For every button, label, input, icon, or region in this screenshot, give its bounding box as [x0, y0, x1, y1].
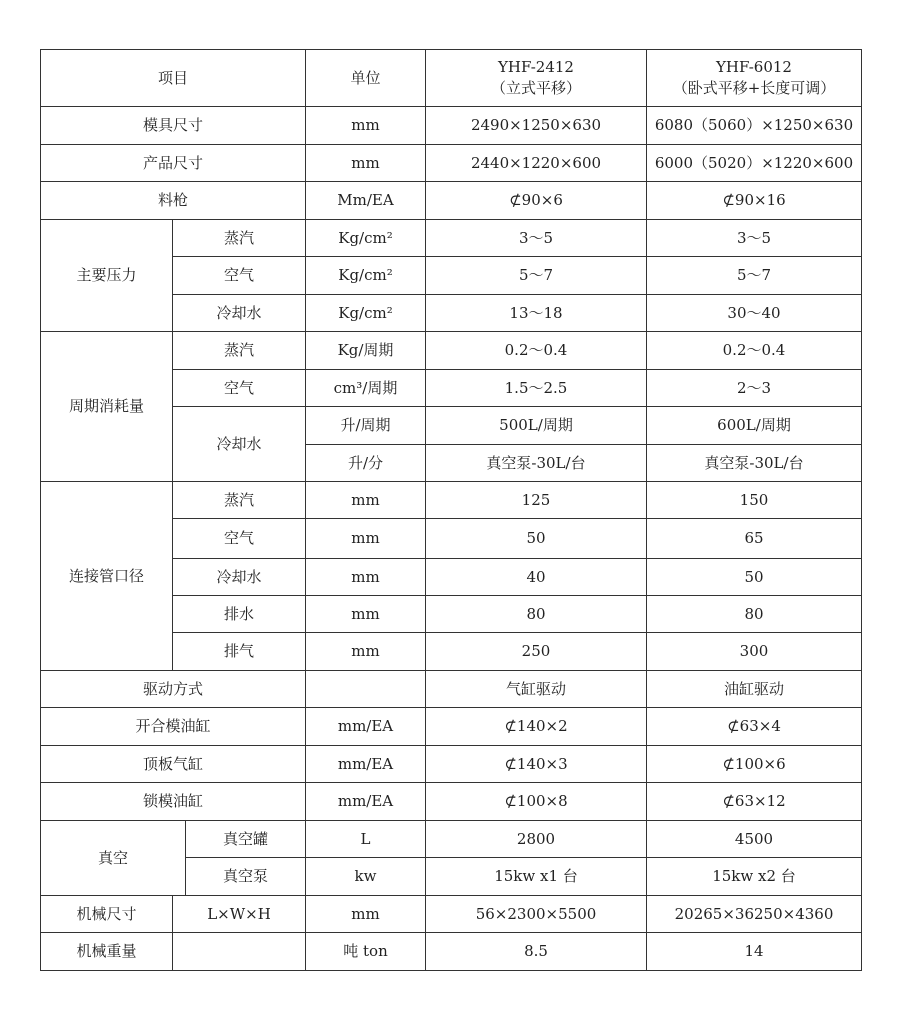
unit-cell: Kg/cm²: [306, 295, 426, 332]
sub-label: 冷却水: [173, 407, 306, 482]
value-b: 0.2～0.4: [647, 332, 862, 370]
unit-cell: mm: [306, 633, 426, 671]
value-a: 50: [426, 519, 647, 559]
value-a: 3～5: [426, 220, 647, 257]
row-label: 机械尺寸: [41, 896, 173, 933]
unit-cell: mm: [306, 145, 426, 182]
sub-label: 空气: [173, 370, 306, 407]
unit-cell: 升/周期: [306, 407, 426, 445]
value-b: 30～40: [647, 295, 862, 332]
value-b: 80: [647, 596, 862, 633]
value-b: 65: [647, 519, 862, 559]
table-row: [41, 671, 862, 708]
value-b: 14: [647, 933, 862, 971]
header-model-a: [426, 50, 647, 107]
table-row: [41, 220, 862, 257]
value-b: ⊄100×6: [647, 746, 862, 783]
table-row: [41, 107, 862, 145]
group-label: 连接管口径: [41, 482, 173, 671]
value-a: 0.2～0.4: [426, 332, 647, 370]
value-a: 气缸驱动: [426, 671, 647, 708]
value-a: 2800: [426, 821, 647, 858]
value-b: 6000（5020）×1220×600: [647, 145, 862, 182]
value-b: ⊄63×12: [647, 783, 862, 821]
value-a: 8.5: [426, 933, 647, 971]
model-a-type: （立式平移）: [490, 79, 581, 97]
group-label: 真空: [41, 821, 186, 896]
value-b: 600L/周期: [647, 407, 862, 445]
value-a: ⊄140×3: [426, 746, 647, 783]
table-row: [41, 145, 862, 182]
header-item: 项目: [41, 50, 306, 107]
value-a: 80: [426, 596, 647, 633]
table-row: [41, 933, 862, 971]
value-b: ⊄63×4: [647, 708, 862, 746]
sub-label: 空气: [173, 519, 306, 559]
sub-label: L×W×H: [173, 896, 306, 933]
value-a: 2490×1250×630: [426, 107, 647, 145]
table-row: [41, 482, 862, 519]
value-b: 真空泵-30L/台: [647, 445, 862, 482]
model-b-name: YHF-6012: [716, 58, 792, 76]
sub-label: 蒸汽: [173, 332, 306, 370]
sub-label: 排水: [173, 596, 306, 633]
unit-cell: mm: [306, 596, 426, 633]
value-b: 15kw x2 台: [647, 858, 862, 896]
table-row: [41, 821, 862, 858]
value-a: 500L/周期: [426, 407, 647, 445]
value-b: 50: [647, 559, 862, 596]
group-label: 周期消耗量: [41, 332, 173, 482]
value-b: 6080（5060）×1250×630: [647, 107, 862, 145]
unit-cell: 吨 ton: [306, 933, 426, 971]
row-label: 产品尺寸: [41, 145, 306, 182]
row-label: 顶板气缸: [41, 746, 306, 783]
value-b: 4500: [647, 821, 862, 858]
unit-cell: mm: [306, 107, 426, 145]
value-b: 20265×36250×4360: [647, 896, 862, 933]
unit-cell: Mm/EA: [306, 182, 426, 220]
unit-cell: [306, 671, 426, 708]
header-model-b: [647, 50, 862, 107]
sub-label: 排气: [173, 633, 306, 671]
value-a: 13～18: [426, 295, 647, 332]
value-b: 150: [647, 482, 862, 519]
unit-cell: Kg/周期: [306, 332, 426, 370]
value-a: 真空泵-30L/台: [426, 445, 647, 482]
group-label: 主要压力: [41, 220, 173, 332]
value-a: ⊄100×8: [426, 783, 647, 821]
value-a: 40: [426, 559, 647, 596]
sub-label: 冷却水: [173, 559, 306, 596]
model-b-type: （卧式平移+长度可调）: [672, 79, 836, 97]
value-b: ⊄90×16: [647, 182, 862, 220]
sub-label: 蒸汽: [173, 220, 306, 257]
value-a: 250: [426, 633, 647, 671]
table-row: [41, 182, 862, 220]
unit-cell: mm: [306, 559, 426, 596]
unit-cell: L: [306, 821, 426, 858]
sub-label: 真空罐: [186, 821, 306, 858]
table-row: [41, 896, 862, 933]
spec-table: [40, 49, 862, 971]
value-a: 5～7: [426, 257, 647, 295]
value-a: ⊄90×6: [426, 182, 647, 220]
value-a: 56×2300×5500: [426, 896, 647, 933]
sub-label: 空气: [173, 257, 306, 295]
header-row: [41, 50, 862, 107]
row-label: 锁模油缸: [41, 783, 306, 821]
unit-cell: kw: [306, 858, 426, 896]
unit-cell: mm: [306, 896, 426, 933]
model-a-name: YHF-2412: [498, 58, 574, 76]
unit-cell: mm/EA: [306, 783, 426, 821]
value-a: 2440×1220×600: [426, 145, 647, 182]
sub-label: 冷却水: [173, 295, 306, 332]
value-b: 3～5: [647, 220, 862, 257]
row-label: 机械重量: [41, 933, 173, 971]
value-b: 2～3: [647, 370, 862, 407]
sub-label: [173, 933, 306, 971]
row-label: 驱动方式: [41, 671, 306, 708]
row-label: 料枪: [41, 182, 306, 220]
unit-cell: mm: [306, 519, 426, 559]
table-row: [41, 708, 862, 746]
value-b: 5～7: [647, 257, 862, 295]
row-label: 开合模油缸: [41, 708, 306, 746]
unit-cell: Kg/cm²: [306, 220, 426, 257]
sub-label: 真空泵: [186, 858, 306, 896]
value-b: 油缸驱动: [647, 671, 862, 708]
table-row: [41, 746, 862, 783]
unit-cell: 升/分: [306, 445, 426, 482]
value-b: 300: [647, 633, 862, 671]
unit-cell: mm/EA: [306, 708, 426, 746]
value-a: 125: [426, 482, 647, 519]
unit-cell: Kg/cm²: [306, 257, 426, 295]
value-a: ⊄140×2: [426, 708, 647, 746]
value-a: 15kw x1 台: [426, 858, 647, 896]
unit-cell: mm: [306, 482, 426, 519]
table-row: [41, 332, 862, 370]
unit-cell: mm/EA: [306, 746, 426, 783]
unit-cell: cm³/周期: [306, 370, 426, 407]
table-row: [41, 783, 862, 821]
header-unit: 单位: [306, 50, 426, 107]
sub-label: 蒸汽: [173, 482, 306, 519]
value-a: 1.5～2.5: [426, 370, 647, 407]
row-label: 模具尺寸: [41, 107, 306, 145]
